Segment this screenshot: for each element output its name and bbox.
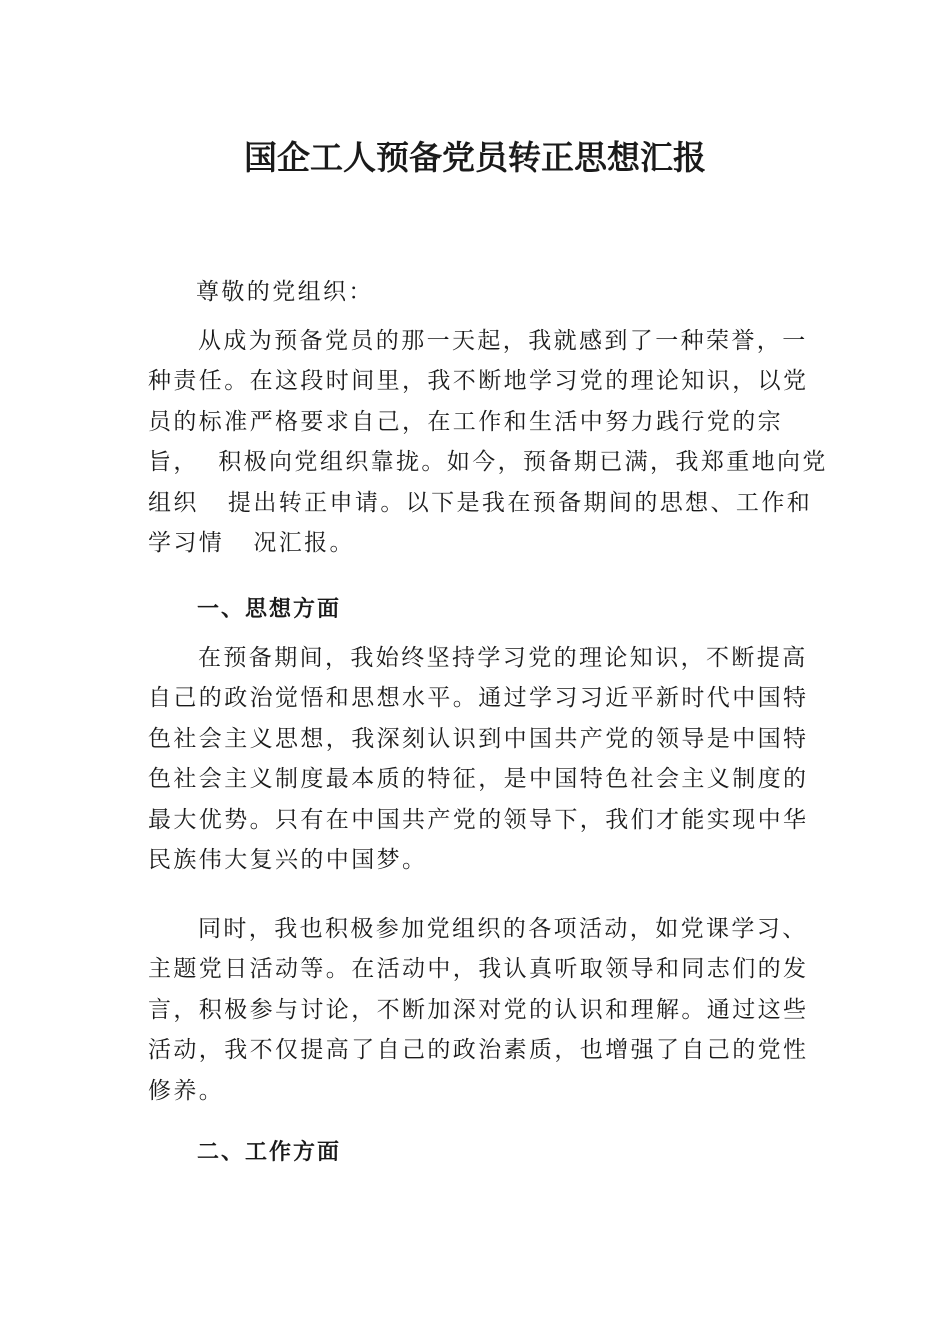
paragraph-line: 旨， 积极向党组织靠拢。如今，预备期已满，我郑重地向党	[148, 449, 828, 476]
section-heading: 二、工作方面	[197, 1140, 342, 1165]
paragraph-line: 种责任。在这段时间里，我不断地学习党的理论知识，以党	[148, 368, 809, 395]
paragraph-line: 组织 提出转正申请。以下是我在预备期间的思想、工作和	[148, 489, 813, 516]
section1-paragraph-1	[148, 638, 820, 880]
paragraph-line: 色社会主义思想，我深刻认识到中国共产党的领导是中国特	[148, 725, 809, 752]
paragraph-line: 从成为预备党员的那一天起，我就感到了一种荣誉，一	[198, 328, 808, 354]
section-heading: 一、思想方面	[197, 597, 342, 622]
paragraph-line: 修养。	[148, 1077, 225, 1104]
document-title: 国企工人预备党员转正思想汇报	[244, 138, 706, 177]
paragraph-line: 民族伟大复兴的中国梦。	[148, 847, 428, 874]
salutation: 尊敬的党组织：	[196, 279, 374, 305]
paragraph-line: 言，积极参与讨论，不断加深对党的认识和理解。通过这些	[148, 996, 809, 1023]
intro-paragraph	[148, 321, 828, 563]
paragraph-line: 同时，我也积极参加党组织的各项活动，如党课学习、	[198, 916, 808, 942]
paragraph-line: 学习情 况汇报。	[148, 530, 355, 557]
paragraph-line: 自己的政治觉悟和思想水平。通过学习习近平新时代中国特	[148, 685, 809, 712]
paragraph-line: 最大优势。只有在中国共产党的领导下，我们才能实现中华	[148, 806, 809, 833]
section1-paragraph-2	[148, 909, 820, 1111]
paragraph-line: 在预备期间，我始终坚持学习党的理论知识，不断提高	[198, 645, 808, 671]
paragraph-line: 主题党日活动等。在活动中，我认真听取领导和同志们的发	[148, 956, 809, 983]
paragraph-line: 活动，我不仅提高了自己的政治素质，也增强了自己的党性	[148, 1037, 809, 1064]
paragraph-line: 员的标准严格要求自己，在工作和生活中努力践行党的宗	[148, 408, 783, 435]
paragraph-line: 色社会主义制度最本质的特征，是中国特色社会主义制度的	[148, 766, 809, 793]
